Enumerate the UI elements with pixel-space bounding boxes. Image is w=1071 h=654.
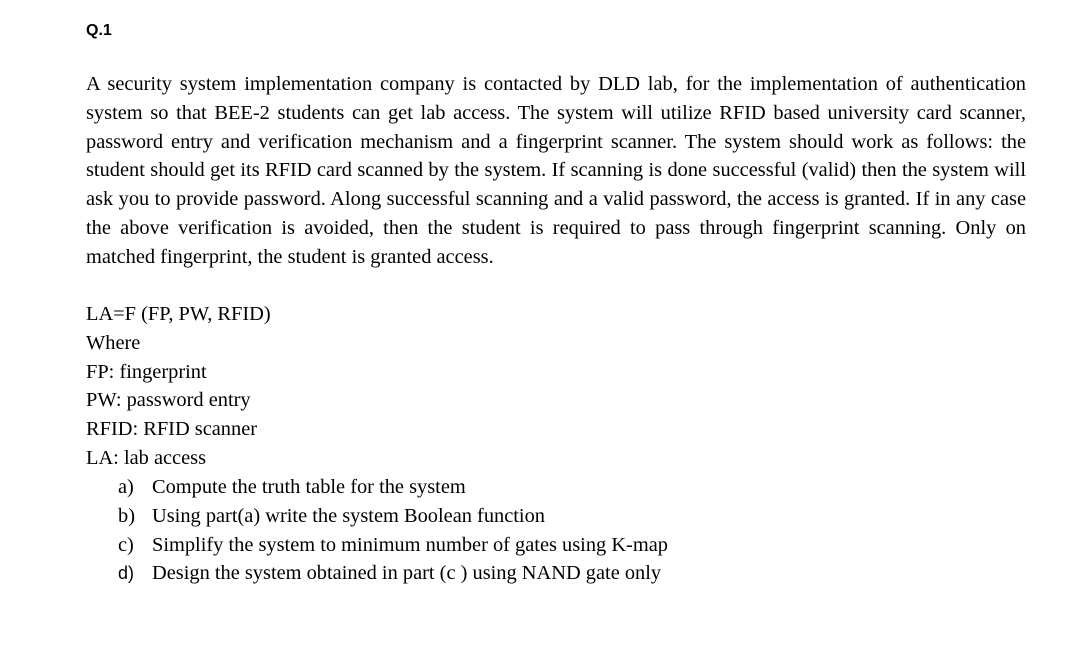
task-text: Simplify the system to minimum number of gates using K-map [152, 533, 668, 556]
variable-definitions [86, 300, 271, 473]
function-definition: LA=F (FP, PW, RFID) [86, 303, 271, 325]
definition-pw: PW: password entry [86, 389, 251, 412]
task-text: Design the system obtained in part (c ) using NAND gate only [152, 562, 662, 585]
task-marker: d) [118, 563, 135, 584]
task-marker: c) [118, 533, 134, 556]
task-item-c [118, 531, 668, 560]
task-item-b [118, 502, 668, 531]
task-text: Using part(a) write the system Boolean function [152, 504, 545, 527]
task-item-d [118, 559, 668, 588]
task-item-a [118, 473, 668, 502]
definition-rfid: RFID: RFID scanner [86, 418, 258, 441]
definition-fp: FP: fingerprint [86, 360, 207, 383]
question-number: Q.1 [86, 22, 112, 39]
where-label: Where [86, 331, 141, 354]
task-marker: b) [118, 504, 135, 527]
problem-statement: A security system implementation company is contacted by DLD lab, for the implementation of authentication system so that BEE-2 students can get lab access. The system will utilize RFID based university card scanner, password entry and verification mechanism and a fingerprint scanner. The system should work as follows: the student should get its RFID card scanned by the system. If scanning is done successful (valid) then the system will ask you to provide password. Along successful scanning and a valid password, the access is granted. If in any case the above verification is avoided, then the student is required to pass through fingerprint scanning. Only on matched fingerprint, the student is granted access. [86, 73, 1026, 268]
task-list [118, 473, 668, 588]
definition-la: LA: lab access [86, 446, 207, 469]
task-text: Compute the truth table for the system [152, 476, 466, 498]
task-marker: a) [118, 476, 134, 498]
